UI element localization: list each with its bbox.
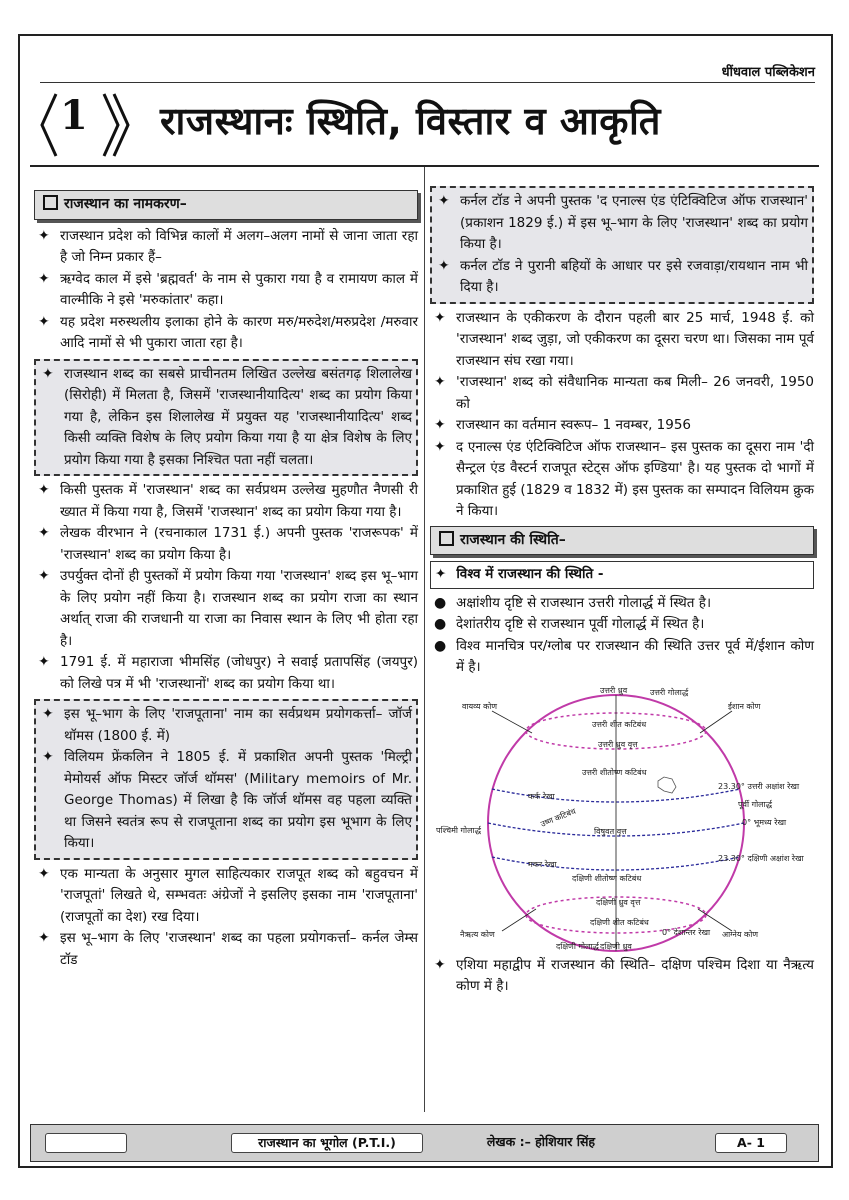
- label-south-hemisphere: दक्षिणी गोलार्द्ध: [556, 941, 599, 951]
- label-south-pole: दक्षिणी ध्रुव: [600, 941, 632, 951]
- dot-bullet-icon: ●: [434, 637, 447, 654]
- highlight-box: [430, 186, 814, 304]
- cross-bullet-icon: ✦: [38, 525, 50, 541]
- list-item: ✦ 'राजस्थान' शब्द को संवैधानिक मान्यता कब मिली– 26 जनवरी, 1950 को: [434, 374, 814, 412]
- cross-bullet-icon: ✦: [434, 309, 446, 326]
- dot-bullet-icon: ●: [434, 616, 447, 632]
- footer-blank-box: [45, 1133, 127, 1153]
- cross-bullet-icon: ✦: [38, 482, 50, 498]
- left-column: [34, 190, 418, 971]
- label-southeast: आग्नेय कोण: [722, 929, 759, 939]
- publisher-rule: [40, 82, 815, 83]
- label-south-cold-zone: दक्षिणी शीत कटिबंध: [590, 917, 649, 927]
- cross-bullet-icon: ✦: [38, 865, 50, 882]
- label-northeast: ईशान कोण: [728, 701, 761, 711]
- label-antarctic-circle: दक्षिणी ध्रुव वृत्त: [596, 897, 641, 907]
- list-item: ✦ इस भू–भाग के लिए 'राजस्थान' शब्द का पहला प्रयोगकर्त्ता– कर्नल जेम्स टॉड: [38, 930, 418, 968]
- section-heading-naming: राजस्थान का नामकरण–: [34, 190, 418, 220]
- checkbox-square-icon: [43, 195, 58, 210]
- list-item: ✦ राजस्थान के एकीकरण के दौरान पहली बार 25 मार्च, 1948 ई. को 'राजस्थान' शब्द जुड़ा, जो एकीकरण का दूसरा चरण था। जिसका नाम पूर्व राजस्थान संघ रखा गया।: [434, 309, 814, 369]
- highlight-box: [34, 359, 418, 477]
- cross-bullet-icon: ✦: [435, 566, 447, 582]
- cross-bullet-icon: ✦: [38, 568, 50, 584]
- list-item: ✦ राजस्थान का वर्तमान स्वरूप– 1 नवम्बर, 1956: [430, 415, 814, 437]
- list-item: ✦ एशिया महाद्वीप में राजस्थान की स्थिति– दक्षिण पश्चिम दिशा या नैऋत्य कोण में है।: [434, 956, 814, 994]
- checkbox-square-icon: [439, 531, 454, 546]
- page-footer: [30, 1124, 819, 1162]
- label-north-temperate: उत्तरी शीतोष्ण कटिबंध: [582, 767, 647, 777]
- pointer-line: [700, 711, 732, 733]
- cross-bullet-icon: ✦: [42, 706, 54, 722]
- cross-bullet-icon: ✦: [38, 654, 50, 670]
- list-item: ✦ ऋग्वेद काल में इसे 'ब्रह्मवर्त' के नाम से पुकारा गया है व रामायण काल में वाल्मीकि ने इसे 'मरुकांतार' कहा।: [38, 270, 418, 308]
- list-item: ✦ राजस्थान शब्द का सबसे प्राचीनतम लिखित उल्लेख बसंतगढ़ शिलालेख (सिरोही) में मिलता है, जिसमें 'राजस्थानीयादित्य' शब्द का प्रयोग किया गया है, लेकिन इस शिलालेख में प्रयुक्त यह 'राजस्थानीयादित्य' शब्द किसी व्यक्ति विशेष के लिए प्रयोग किया गया है या क्षेत्र विशेष के लिए प्रयोग किया गया है इसका निश्चित पता नहीं चलता।: [42, 365, 412, 468]
- label-equator: विषुवत वृत्त: [594, 826, 627, 836]
- label-latitude-zero: 0° भूमध्य रेखा: [742, 817, 787, 827]
- list-item: ✦ किसी पुस्तक में 'राजस्थान' शब्द का सर्वप्रथम उल्लेख मुहणौत नैणसी री ख्यात में किया गया है, जिसमें 'राजस्थान' शब्द का प्रयोग किया गया है।: [38, 482, 418, 520]
- chapter-title: राजस्थानः स्थिति, विस्तार व आकृति: [160, 99, 661, 143]
- publisher-name: धींधवाल पब्लिकेशन: [721, 65, 815, 80]
- highlight-box: [34, 699, 418, 860]
- list-item: ✦ राजस्थान प्रदेश को विभिन्न कालों में अलग–अलग नामों से जाना जाता रहा है जो निम्न प्रकार हैं–: [38, 227, 418, 265]
- cross-bullet-icon: ✦: [434, 374, 446, 390]
- pointer-line: [492, 711, 532, 733]
- footer-book-title: राजस्थान का भूगोल (P.T.I.): [231, 1133, 423, 1153]
- chapter-number: 1: [60, 92, 88, 139]
- list-item: ✦ विलियम फ्रेंकलिन ने 1805 ई. में प्रकाशित अपनी पुस्तक 'मिल्ट्री मेमोयर्स ऑफ मिस्टर जॉर्ज थॉमस' (Military memoirs of Mr. George Thomas) में लिखा है कि जॉर्ज थॉमस वह पहला व्यक्ति था जिसने स्वतंत्र रूप से राजपूताना शब्द का प्रयोग इस भूभाग के लिए किया।: [42, 749, 412, 851]
- cross-bullet-icon: ✦: [438, 257, 450, 274]
- cross-bullet-icon: ✦: [38, 930, 50, 946]
- label-west-hemisphere: पश्चिमी गोलार्द्ध: [436, 825, 481, 835]
- india-outline-icon: [658, 777, 676, 793]
- list-item: ✦ उपर्युक्त दोनों ही पुस्तकों में प्रयोग किया गया 'राजस्थान' शब्द इस भू–भाग के लिए प्रयोग नहीं किया है। राजस्थान शब्द का प्रयोग राजा का स्थान अर्थात् राजा की राजधानी या राजा का निवास स्थान के लिए भी होता रहा है।: [38, 568, 418, 649]
- list-item: ✦ इस भू–भाग के लिए 'राजपूताना' नाम का सर्वप्रथम प्रयोगकर्त्ता– जॉर्ज थॉमस (1800 ई. में): [42, 706, 412, 744]
- label-southwest: नैऋत्य कोण: [460, 929, 495, 939]
- cross-bullet-icon: ✦: [38, 313, 50, 330]
- cross-bullet-icon: ✦: [42, 749, 54, 765]
- section-heading-location: राजस्थान की स्थिति–: [430, 526, 814, 556]
- label-south-temperate: दक्षिणी शीतोष्ण कटिबंध: [572, 873, 642, 883]
- dot-bullet-icon: ●: [434, 594, 447, 611]
- label-latitude-south: 23.30° दक्षिणी अक्षांश रेखा: [718, 853, 804, 863]
- label-longitude-zero: 0° देशान्तर रेखा: [662, 927, 711, 937]
- subheading-world-location: ✦ विश्व में राजस्थान की स्थिति -: [430, 561, 814, 589]
- label-east-hemisphere: पूर्वी गोलार्द्ध: [738, 799, 773, 809]
- list-item: ✦ कर्नल टॉड ने पुरानी बहियों के आधार पर इसे रजवाड़ा/रायथान नाम भी दिया है।: [438, 257, 808, 295]
- label-arctic-circle: उत्तरी ध्रुव वृत्त: [598, 739, 638, 749]
- cross-bullet-icon: ✦: [438, 193, 450, 209]
- footer-author: लेखक :– होशियार सिंह: [486, 1134, 596, 1149]
- cross-bullet-icon: ✦: [42, 365, 54, 382]
- label-north-hemisphere: उत्तरी गोलार्द्ध: [650, 687, 689, 697]
- cross-bullet-icon: ✦: [38, 270, 50, 287]
- cross-bullet-icon: ✦: [38, 227, 50, 244]
- cross-bullet-icon: ✦: [434, 417, 446, 433]
- list-item: ✦ लेखक वीरभान ने (रचनाकाल 1731 ई.) अपनी पुस्तक 'राजरूपक' में 'राजस्थान' शब्द का प्रयोग किया है।: [38, 525, 418, 563]
- cross-bullet-icon: ✦: [434, 956, 446, 973]
- list-item: ✦ द एनाल्स एंड एंटिक्विटिज ऑफ राजस्थान– इस पुस्तक का दूसरा नाम 'दी सैन्ट्रल एंड वैस्टर्न राजपूत स्टेट्स ऑफ इण्डिया' है। यह पुस्तक दो भागों में प्रकाशित हुई (1829 व 1832 में) इस पुस्तक का सम्पादन विलियम क्रुक ने किया।: [434, 438, 814, 519]
- right-column: [430, 182, 814, 998]
- label-north-cold-zone: उत्तरी शीत कटिबंध: [592, 719, 647, 729]
- label-tropical-zone: उष्ण कटिबंध: [539, 806, 578, 829]
- footer-page-number: A- 1: [715, 1133, 787, 1153]
- cross-bullet-icon: ✦: [434, 438, 446, 455]
- list-item: ● अक्षांशीय दृष्टि से राजस्थान उत्तरी गोलार्द्ध में स्थित है।: [430, 593, 814, 615]
- list-item: ● देशांतरीय दृष्टि से राजस्थान पूर्वी गोलार्द्ध में स्थित है।: [430, 614, 814, 636]
- list-item: ✦ यह प्रदेश मरुस्थलीय इलाका होने के कारण मरु/मरुदेश/मरुप्रदेश /मरुवार आदि नामों से भी पुकारा जाता रहा है।: [38, 313, 418, 351]
- label-tropic-capricorn: मकर रेखा: [528, 859, 557, 869]
- label-north-pole: उत्तरी ध्रुव: [600, 685, 628, 695]
- chapter-badge: [38, 90, 150, 160]
- list-item: ✦ कर्नल टॉड ने अपनी पुस्तक 'द एनाल्स एंड एंटिक्विटिज ऑफ राजस्थान' (प्रकाशन 1829 ई.) में इस भू–भाग के लिए 'राजस्थान' शब्द का प्रयोग किया है।: [438, 193, 808, 252]
- list-item: ✦ एक मान्यता के अनुसार मुगल साहित्यकार राजपूत शब्द को बहुवचन में 'राजपूतां' लिखते थे, सम्भवतः अंग्रेजों ने इसलिए इसका नाम 'राजपूताना' (राजपूतों का देश) रख दिया।: [38, 865, 418, 925]
- column-divider: [424, 167, 425, 1112]
- label-latitude-north: 23.30° उत्तरी अक्षांश रेखा: [718, 781, 800, 791]
- globe-diagram: [432, 685, 816, 955]
- label-northwest: वायव्य कोण: [462, 701, 498, 711]
- globe-svg: [432, 685, 816, 955]
- list-item: ● विश्व मानचित्र पर/ग्लोब पर राजस्थान की स्थिति उत्तर पूर्व में/ईशान कोण में है।: [434, 637, 814, 675]
- list-item: ✦ 1791 ई. में महाराजा भीमसिंह (जोधपुर) ने सवाई प्रतापसिंह (जयपुर) को लिखे पत्र में भी 'राजस्थानों' शब्द का प्रयोग किया था।: [38, 654, 418, 692]
- label-tropic-cancer: कर्क रेखा: [528, 791, 555, 801]
